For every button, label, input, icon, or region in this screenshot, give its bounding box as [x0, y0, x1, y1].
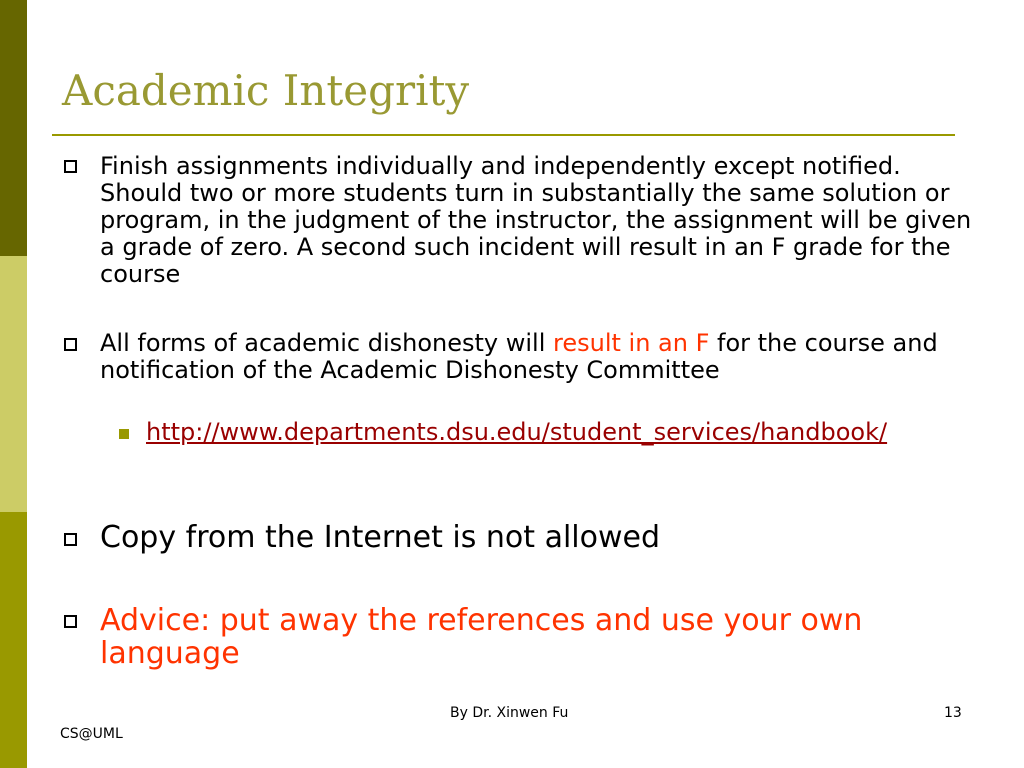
- handbook-link-container: [146, 419, 976, 446]
- bullet-square-icon: [64, 615, 77, 628]
- bullet-text-dishonesty-highlight: result in an F: [553, 329, 710, 357]
- bullet-text-dishonesty-part2: for the course and notification of the Academic Dishonesty Committee: [100, 329, 938, 384]
- bullet-text-internet-copy: Copy from the Internet is not allowed: [100, 520, 661, 555]
- accent-bar-bottom: [0, 512, 27, 768]
- bullet-square-icon: [64, 533, 77, 546]
- accent-bar-top: [0, 0, 27, 256]
- handbook-link[interactable]: http://www.departments.dsu.edu/student_services/handbook/: [146, 418, 888, 446]
- left-accent-bar: [0, 0, 27, 768]
- footer-page-number: 13: [944, 705, 962, 721]
- footer-author: By Dr. Xinwen Fu: [450, 705, 569, 721]
- bullet-text-advice: Advice: put away the references and use your own language: [100, 603, 863, 671]
- bullet-square-icon: [64, 338, 77, 351]
- bullet-text-dishonesty-part1: All forms of academic dishonesty will: [100, 329, 553, 357]
- title-divider: [52, 134, 955, 136]
- accent-bar-middle: [0, 256, 27, 512]
- bullet-square-icon: [64, 160, 77, 173]
- slide-title: Academic Integrity: [62, 66, 470, 115]
- sub-bullet-square-icon: [119, 429, 129, 439]
- footer-organization: CS@UML: [60, 726, 123, 742]
- bullet-text-dishonesty: [100, 330, 980, 384]
- bullet-text-individual-work: Finish assignments individually and independently except notified. Should two or more students turn in substantially the same solution or program, in the judgment of the instructor, the assignment will be given a grade of zero. A second such incident will result in an F grade for the course: [100, 152, 972, 288]
